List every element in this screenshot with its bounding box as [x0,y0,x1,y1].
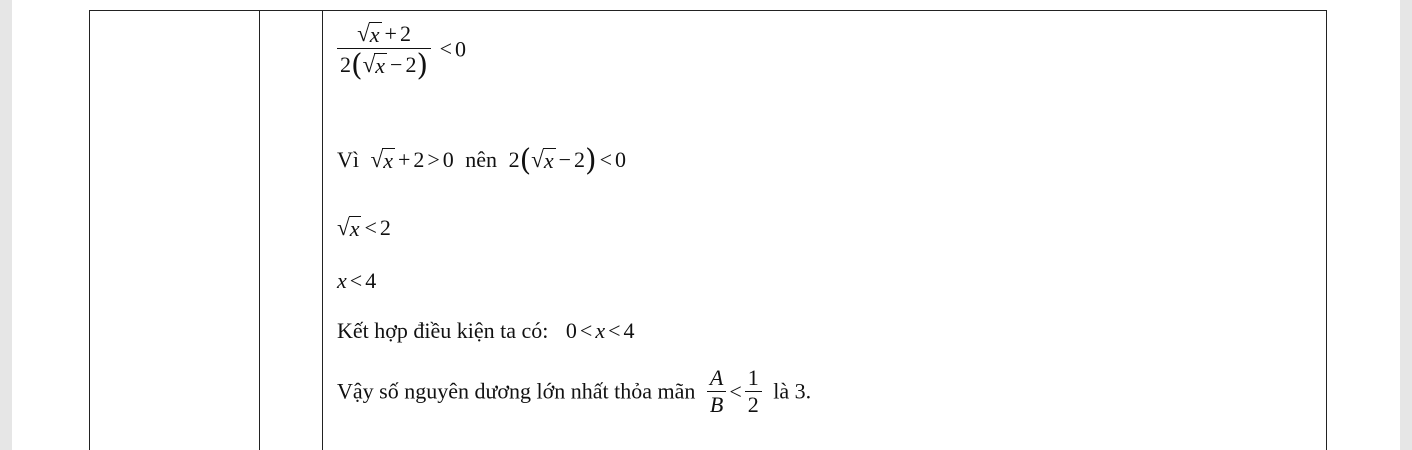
connector-text: nên [465,147,498,172]
constant: 2 [574,147,586,172]
combined-condition-text: Kết hợp điều kiện ta có: [337,318,549,343]
fraction-a-over-b [707,367,726,416]
rhs-value: 0 [442,147,454,172]
sqrt-x: √ x [531,146,554,173]
table-border-col-3 [322,10,323,450]
lower-bound: 0 [565,318,577,343]
denominator-coefficient: 2 [340,52,351,77]
denominator-two: 2 [747,392,759,417]
combined-condition-line: Kết hợp điều kiện ta có: 0 < x < 4 [337,318,635,343]
sqrt-x: √ x [357,20,380,47]
upper-bound: 4 [623,318,635,343]
numerator-constant: 2 [399,21,411,46]
fraction-one-half [745,367,762,416]
numerator-a: A [709,365,724,390]
sqrt-x: √ x [370,146,393,173]
conclusion-text: Vậy số nguyên dương lớn nhất thỏa mãn [337,378,696,404]
table-border-col-2 [259,10,260,450]
table-top-border [89,10,1327,11]
numerator-one: 1 [747,365,759,390]
inequality-rhs: 0 [454,36,466,62]
rhs-value: 4 [365,268,377,293]
variable-x: x [337,268,347,293]
table-border-col-1 [89,10,90,450]
coefficient: 2 [508,147,520,172]
sqrt-x: √ x [337,214,360,241]
conclusion-suffix: là 3. [773,378,812,404]
rhs-value: 2 [379,215,391,240]
table-border-col-4 [1326,10,1327,450]
x-inequality: x < 4 [337,268,377,293]
sqrt-x: √ x [362,51,386,78]
prefix-text: Vì [337,147,359,172]
fraction-numerator: √ x + 2 [357,20,411,47]
rhs-value: 0 [615,147,627,172]
left-margin-strip [0,0,12,450]
fraction-denominator: 2( √ x − 2) [340,48,429,83]
equation-fraction-inequality: √ x + 2 2( √ x − 2) < 0 [337,22,466,81]
right-margin-strip [1400,0,1412,450]
conclusion-line: Vậy số nguyên dương lớn nhất thỏa mãn $\frac{A}{B}$ < $\frac{1}{2}$ là 3. [337,365,812,417]
variable-x: x [595,318,606,343]
denominator-b: B [709,392,724,417]
constant: 2 [413,147,425,172]
reasoning-line: Vì √ x + 2 > 0 nên 2( √ x − 2) < 0 [337,143,627,178]
denominator-constant: 2 [405,52,417,77]
sqrt-inequality: √ x < 2 [337,214,391,241]
fraction [337,22,431,81]
